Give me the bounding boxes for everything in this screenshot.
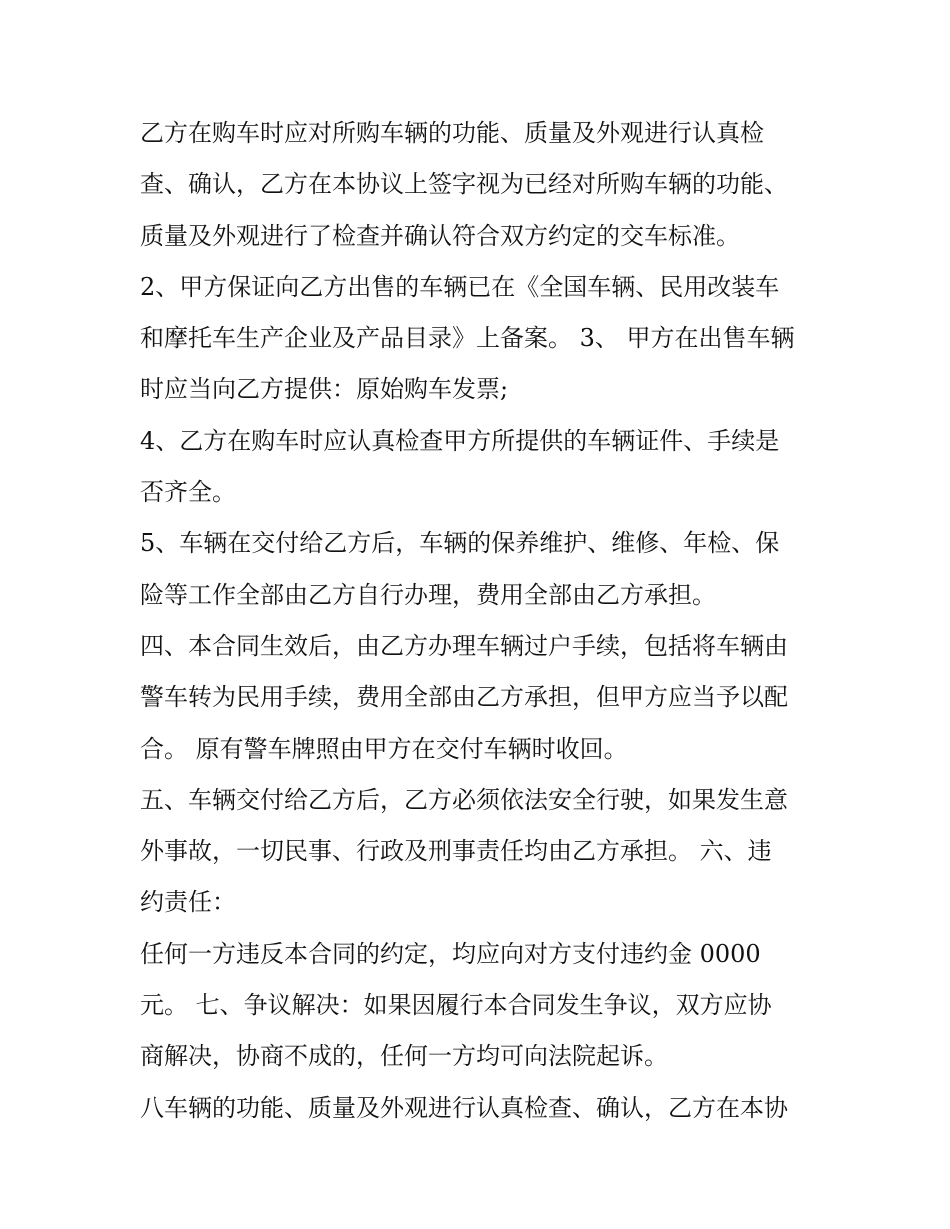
- text-line: 查、确认，乙方在本协议上签字视为已经对所购车辆的功能、: [140, 170, 788, 199]
- text-line: 乙方在购车时应对所购车辆的功能、质量及外观进行认真检: [140, 119, 764, 147]
- text-line: 任何一方违反本合同的约定，均应向对方支付违约金 0000: [140, 939, 761, 968]
- text-line: 4、乙方在购车时应认真检查甲方所提供的车辆证件、手续是: [140, 426, 780, 455]
- text-line: 四、本合同生效后，由乙方办理车辆过户手续，包括将车辆由: [140, 631, 788, 660]
- text-line: 和摩托车生产企业及产品目录》上备案。 3、 甲方在出售车辆: [140, 324, 795, 353]
- text-line: 否齐全。: [140, 478, 236, 507]
- text-line: 外事故，一切民事、行政及刑事责任均由乙方承担。 六、违: [140, 837, 772, 866]
- text-line: 时应当向乙方提供：原始购车发票;: [140, 375, 509, 404]
- text-line: 约责任：: [140, 888, 236, 917]
- text-line: 元。 七、争议解决：如果因履行本合同发生争议，双方应协: [140, 991, 772, 1020]
- text-line: 5、车辆在交付给乙方后，车辆的保养维护、维修、年检、保: [140, 529, 780, 558]
- text-line: 五、车辆交付给乙方后，乙方必须依法安全行驶，如果发生意: [140, 785, 788, 814]
- text-line: 合。 原有警车牌照由甲方在交付车辆时收回。: [140, 734, 628, 763]
- text-line: 八车辆的功能、质量及外观进行认真检查、确认，乙方在本协: [140, 1093, 788, 1122]
- text-line: 商解决，协商不成的，任何一方均可向法院起诉。: [140, 1042, 668, 1071]
- text-line: 2、甲方保证向乙方出售的车辆已在《全国车辆、民用改装车: [140, 272, 780, 301]
- text-line: 质量及外观进行了检查并确认符合双方约定的交车标准。: [140, 221, 740, 250]
- text-line: 警车转为民用手续，费用全部由乙方承担，但甲方应当予以配: [140, 683, 788, 712]
- document-body: [140, 108, 820, 1134]
- text-line: 险等工作全部由乙方自行办理，费用全部由乙方承担。: [140, 580, 716, 609]
